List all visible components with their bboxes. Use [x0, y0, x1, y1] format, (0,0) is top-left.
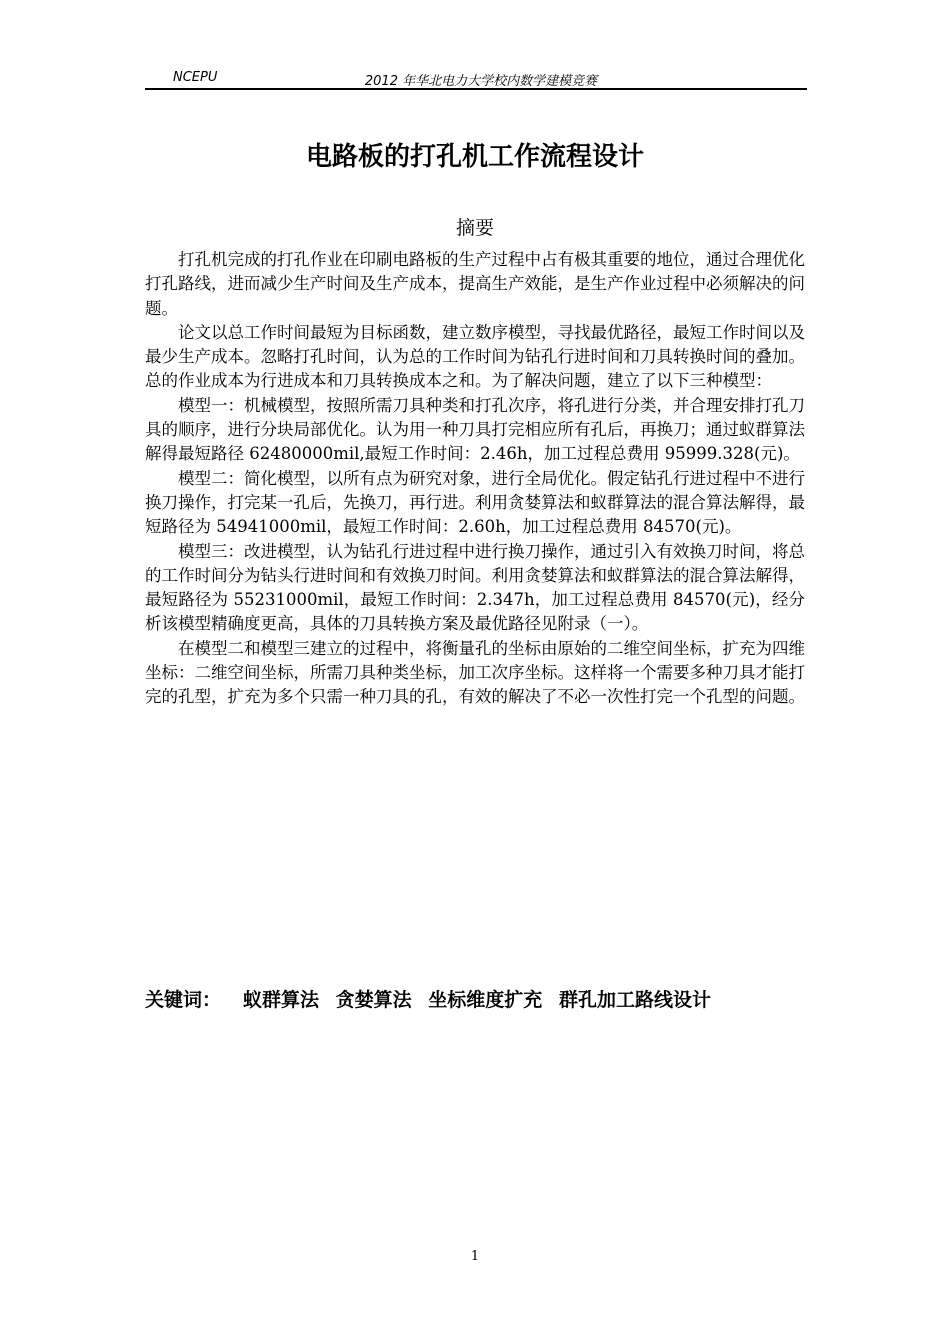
keyword: 坐标维度扩充	[428, 989, 543, 1011]
header-title: 2012 年华北电力大学校内数学建模竞赛	[364, 74, 598, 89]
abstract-paragraph: 在模型二和模型三建立的过程中，将衡量孔的坐标由原始的二维空间坐标，扩充为四维坐标：二维空间坐标，所需刀具种类坐标，加工次序坐标。这样将一个需要多种刀具才能打完的孔型，扩充为多个只需一种刀具的孔，有效的解决了不必一次性打完一个孔型的问题。	[145, 638, 805, 707]
page-header	[145, 68, 807, 90]
keywords-label: 关键词：	[145, 989, 222, 1011]
abstract-paragraph: 模型一：机械模型，按照所需刀具种类和打孔次序，将孔进行分类，并合理安排打孔刀具的顺序，进行分块局部优化。认为用一种刀具打完相应所有孔后，再换刀；通过蚁群算法解得最短路径 62480000mil,最短工作时间：2.46h，加工过程总费用 95999.328(元)。	[145, 395, 805, 464]
abstract-paragraph: 模型二：简化模型，以所有点为研究对象，进行全局优化。假定钻孔行进过程中不进行换刀操作，打完某一孔后，先换刀，再行进。利用贪婪算法和蚁群算法的混合算法解得，最短路径为 54941000mil，最短工作时间：2.60h，加工过程总费用 84570(元)。	[145, 468, 805, 537]
paper-title: 电路板的打孔机工作流程设计	[305, 142, 644, 172]
abstract-body	[145, 248, 805, 710]
keyword: 贪婪算法	[335, 989, 412, 1011]
abstract-heading: 摘要	[455, 217, 494, 239]
keyword: 蚁群算法	[243, 989, 320, 1011]
abstract-paragraph: 论文以总工作时间最短为目标函数，建立数序模型，寻找最优路径，最短工作时间以及最少生产成本。忽略打孔时间，认为总的工作时间为钻孔行进时间和刀具转换时间的叠加。总的作业成本为行进成本和刀具转换成本之和。为了解决问题，建立了以下三种模型：	[145, 322, 805, 391]
page-number: 1	[470, 1249, 480, 1264]
abstract-paragraph: 模型三：改进模型，认为钻孔行进过程中进行换刀操作，通过引入有效换刀时间，将总的工作时间分为钻头行进时间和有效换刀时间。利用贪婪算法和蚁群算法的混合算法解得，最短路径为 55231000mil，最短工作时间：2.347h，加工过程总费用 84570(元)，经分析该模型精确度更高，具体的刀具转换方案及最优路径见附录（一）。	[145, 541, 805, 634]
header-left-label: NCEPU	[173, 70, 218, 85]
abstract-paragraph: 打孔机完成的打孔作业在印刷电路板的生产过程中占有极其重要的地位，通过合理优化打孔路线，进而减少生产时间及生产成本，提高生产效能，是生产作业过程中必须解决的问题。	[145, 250, 805, 318]
keywords-line	[145, 985, 721, 1012]
keyword: 群孔加工路线设计	[558, 989, 711, 1011]
